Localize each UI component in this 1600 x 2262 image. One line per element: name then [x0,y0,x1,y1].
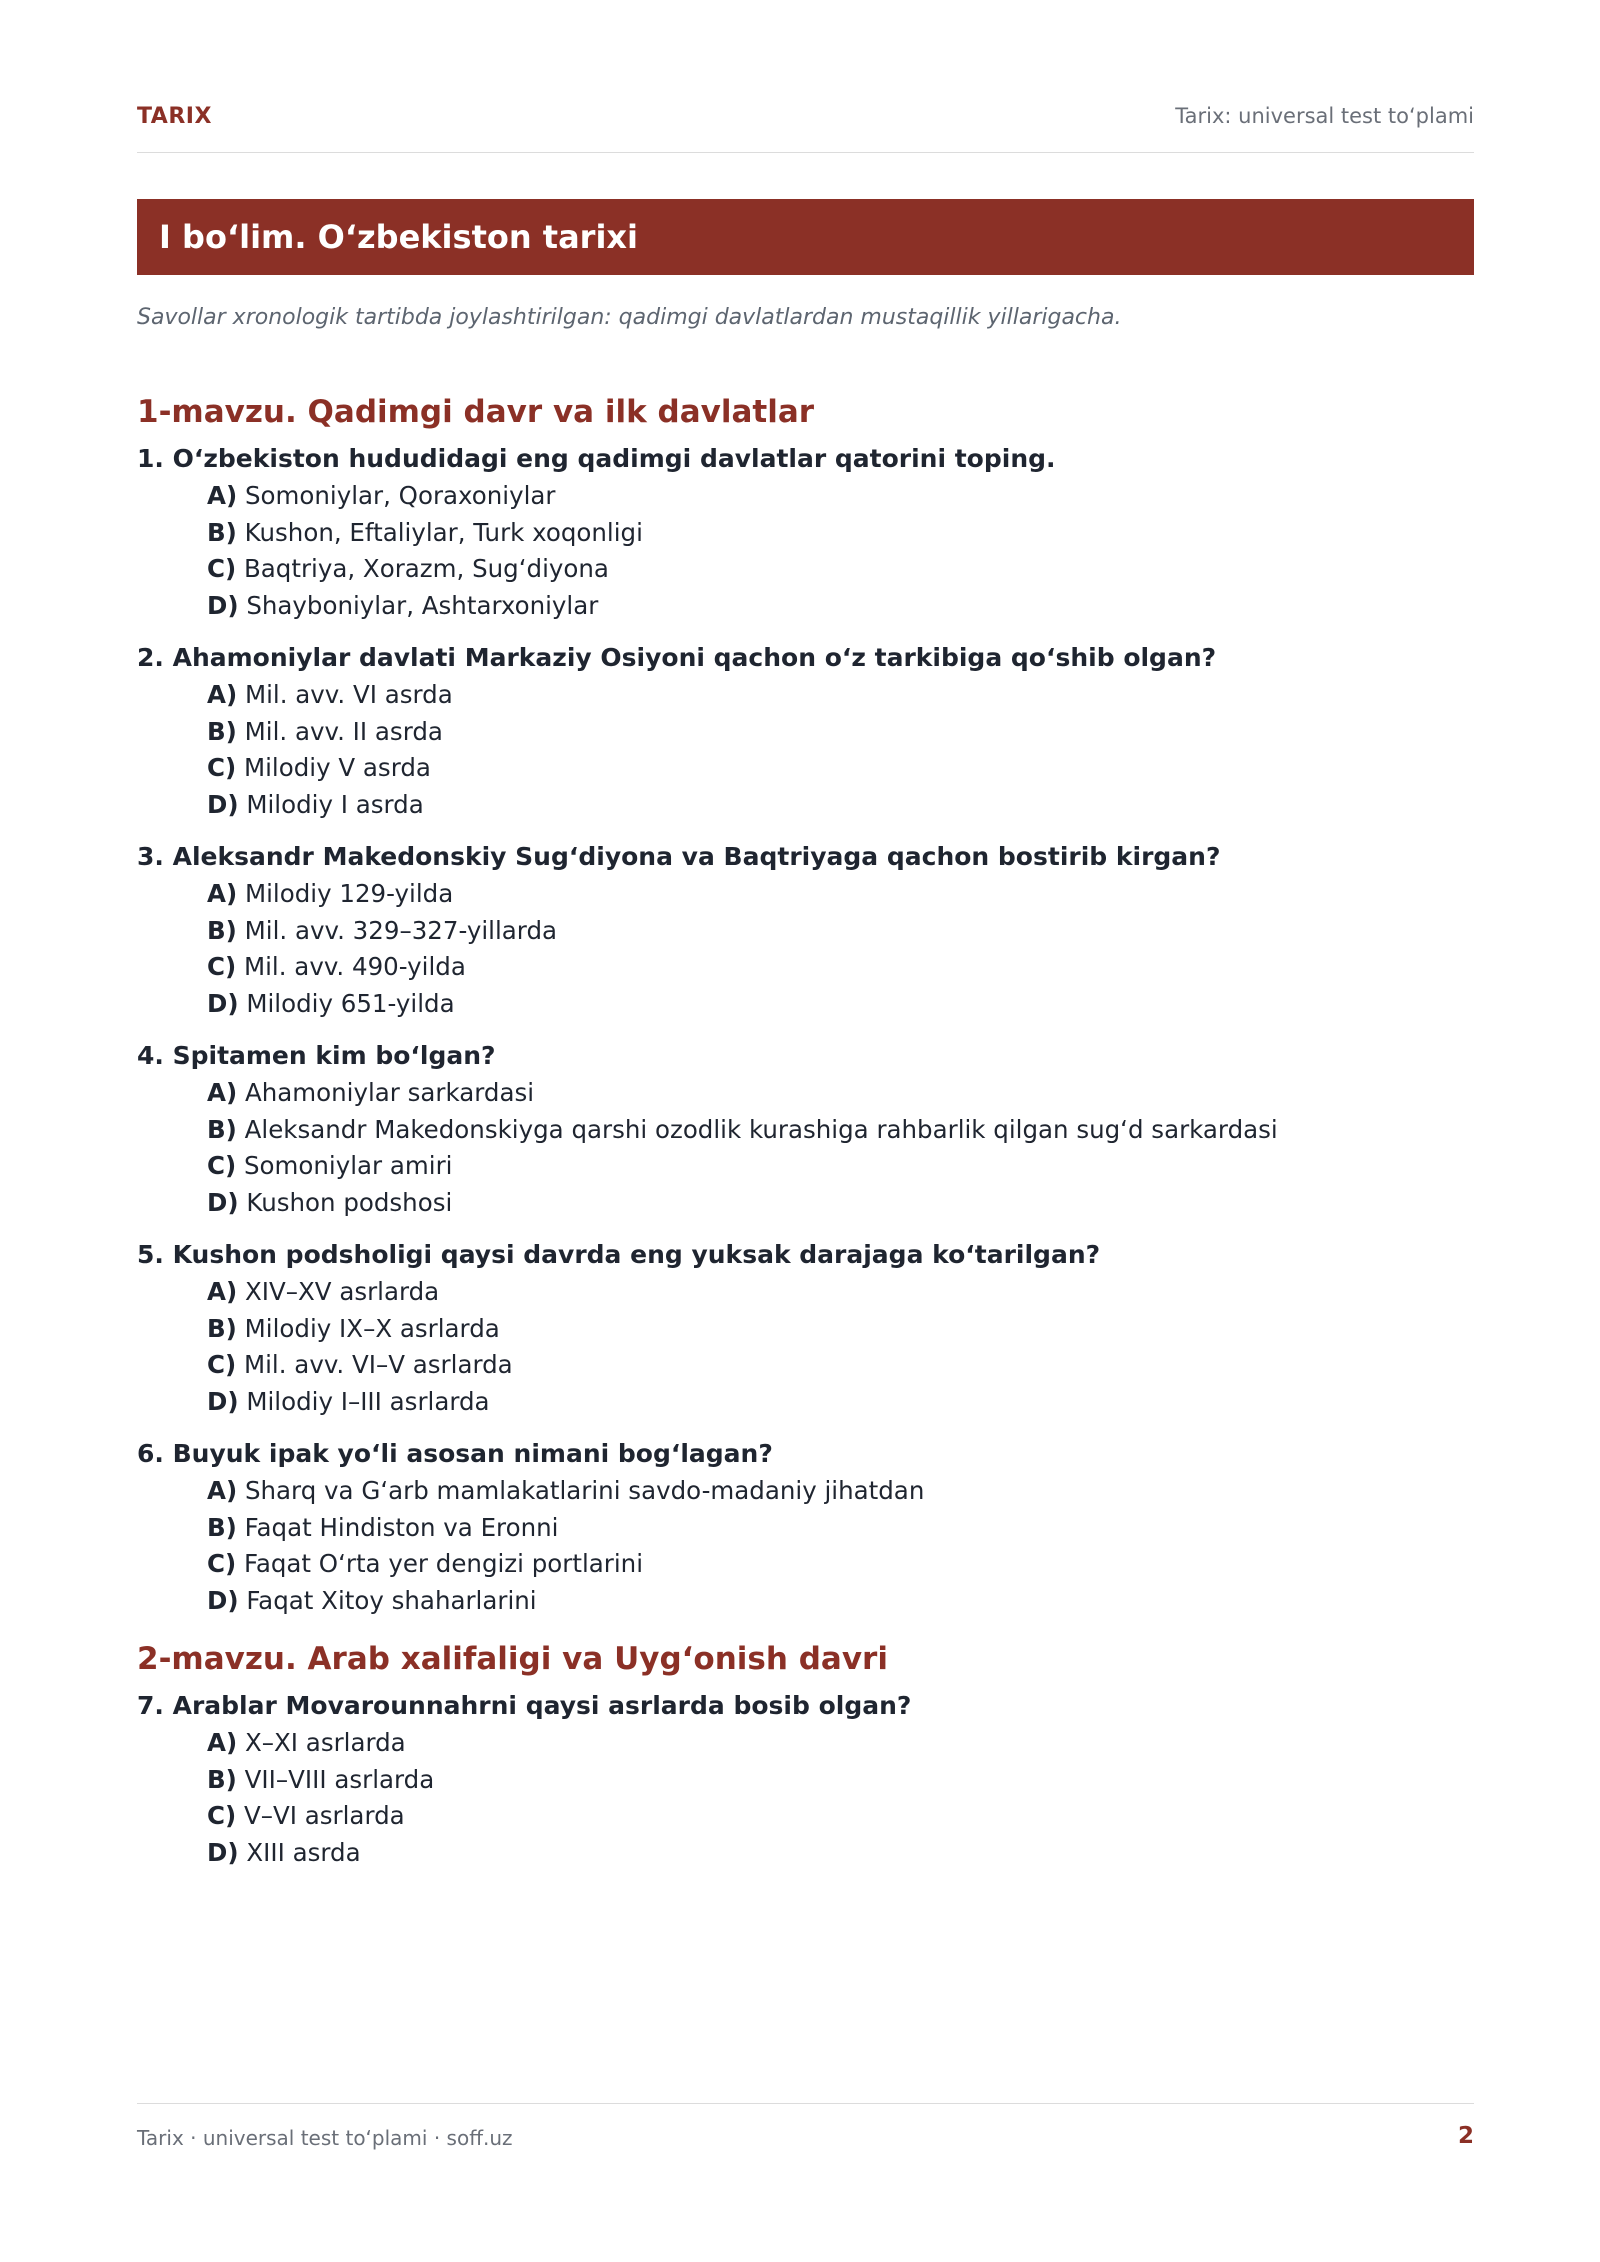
option-text: Faqat Hindiston va Eronni [244,1512,559,1542]
answer-options [137,1274,1474,1420]
option-text: Faqat O‘rta yer dengizi portlarini [243,1549,644,1578]
option-letter: A) [207,879,238,908]
answer-option-a [207,1075,1474,1112]
page-footer [137,2103,1474,2164]
answer-option-b [207,1311,1474,1348]
option-text: Milodiy IX–X asrlarda [244,1313,500,1343]
option-letter: A) [207,1277,238,1306]
answer-options [137,677,1474,823]
option-text: Milodiy I–III asrlarda [246,1386,490,1416]
option-text: Mil. avv. 490-yilda [243,952,466,981]
question-text: 7. Arablar Movarounnahrni qaysi asrlarda bosib olgan? [137,1691,912,1720]
page-number: 2 [1457,2123,1474,2149]
option-text: X–XI asrlarda [244,1728,406,1757]
answer-option-b [207,1510,1474,1547]
answer-option-d [207,1185,1474,1222]
section-banner [137,199,1474,275]
option-text: Milodiy I asrda [246,789,424,819]
answer-option-b [207,1762,1474,1799]
answer-option-d [207,986,1474,1023]
answer-options [137,1075,1474,1221]
header-subject: TARIX [137,104,212,129]
option-letter: C) [207,1350,237,1379]
option-letter: B) [207,1764,237,1794]
option-letter: A) [207,1476,238,1505]
option-letter: B) [207,915,237,945]
page-header [137,104,1474,153]
option-text: VII–VIII asrlarda [244,1764,435,1794]
answer-option-d [207,1835,1474,1872]
option-text: Mil. avv. VI asrda [244,680,453,709]
answer-option-c [207,949,1474,986]
question-text: 6. Buyuk ipak yo‘li asosan nimani bog‘lagan? [137,1439,773,1468]
question-text: 1. O‘zbekiston hududidagi eng qadimgi davlatlar qatorini toping. [137,444,1056,473]
option-letter: B) [207,1114,237,1144]
option-text: Milodiy V asrda [243,753,431,782]
option-letter: D) [207,1837,239,1867]
answer-option-b [207,714,1474,751]
answer-option-d [207,787,1474,824]
option-text: Somoniylar amiri [243,1151,453,1180]
option-letter: B) [207,716,237,746]
option-letter: B) [207,1313,237,1343]
answer-option-b [207,913,1474,950]
option-letter: A) [207,1728,238,1757]
option-letter: D) [207,988,239,1018]
option-text: Milodiy 129-yilda [244,879,454,908]
answer-options [137,478,1474,624]
answer-option-d [207,1384,1474,1421]
answer-option-c [207,1148,1474,1185]
option-letter: C) [207,554,237,583]
option-text: Shayboniylar, Ashtarxoniylar [246,590,599,620]
answer-option-a [207,1274,1474,1311]
answer-option-a [207,677,1474,714]
option-letter: A) [207,1078,238,1107]
option-letter: A) [207,680,238,709]
answer-option-b [207,515,1474,552]
option-letter: C) [207,1151,237,1180]
answer-options [137,876,1474,1022]
question-2 [137,639,1474,823]
option-letter: D) [207,1386,239,1416]
option-text: V–VI asrlarda [243,1801,405,1830]
option-letter: D) [207,1585,239,1615]
option-text: Faqat Xitoy shaharlarini [246,1585,537,1615]
question-7 [137,1687,1474,1871]
question-1 [137,440,1474,624]
answer-options [137,1473,1474,1619]
option-text: Milodiy 651-yilda [246,988,455,1018]
answer-option-c [207,750,1474,787]
question-text: 2. Ahamoniylar davlati Markaziy Osiyoni qachon o‘z tarkibiga qo‘shib olgan? [137,643,1217,672]
topic-title: 1-mavzu. Qadimgi davr va ilk davlatlar [137,394,815,430]
option-text: Aleksandr Makedonskiyga qarshi ozodlik kurashiga rahbarlik qilgan sug‘d sarkardasi [244,1114,1278,1144]
option-letter: A) [207,481,238,510]
option-text: Baqtriya, Xorazm, Sug‘diyona [243,554,609,583]
option-text: Mil. avv. VI–V asrlarda [243,1350,513,1379]
answer-option-a [207,876,1474,913]
question-6 [137,1435,1474,1619]
option-letter: C) [207,952,237,981]
option-letter: C) [207,753,237,782]
option-text: Kushon podshosi [246,1187,453,1217]
answer-option-b [207,1112,1474,1149]
answer-option-c [207,551,1474,588]
answer-option-c [207,1347,1474,1384]
footer-text: Tarix · universal test to‘plami · soff.uz [137,2126,513,2150]
option-letter: D) [207,789,239,819]
option-letter: D) [207,590,239,620]
option-text: Somoniylar, Qoraxoniylar [244,481,556,510]
answer-option-c [207,1546,1474,1583]
option-text: Ahamoniylar sarkardasi [244,1078,535,1107]
question-list [137,386,1474,1871]
topic-1 [137,386,1474,1619]
answer-option-a [207,1725,1474,1762]
answer-option-c [207,1798,1474,1835]
option-text: Sharq va G‘arb mamlakatlarini savdo-madaniy jihatdan [244,1476,925,1505]
topic-title: 2-mavzu. Arab xalifaligi va Uyg‘onish davri [137,1641,888,1677]
answer-option-a [207,478,1474,515]
option-text: XIV–XV asrlarda [244,1277,440,1306]
section-title: I bo‘lim. O‘zbekiston tarixi [159,218,639,256]
question-text: 5. Kushon podsholigi qaysi davrda eng yuksak darajaga ko‘tarilgan? [137,1240,1101,1269]
question-text: 3. Aleksandr Makedonskiy Sug‘diyona va Baqtriyaga qachon bostirib kirgan? [137,842,1221,871]
option-letter: D) [207,1187,239,1217]
answer-option-a [207,1473,1474,1510]
option-letter: C) [207,1549,237,1578]
section-intro: Savollar xronologik tartibda joylashtirilgan: qadimgi davlatlardan mustaqillik yillarigacha. [137,305,1122,330]
answer-option-d [207,1583,1474,1620]
option-letter: B) [207,517,237,547]
option-text: Kushon, Eftaliylar, Turk xoqonligi [244,517,643,547]
question-3 [137,838,1474,1022]
question-4 [137,1037,1474,1221]
option-text: Mil. avv. II asrda [244,716,443,746]
option-text: Mil. avv. 329–327-yillarda [244,915,558,945]
answer-option-d [207,588,1474,625]
question-text: 4. Spitamen kim bo‘lgan? [137,1041,496,1070]
answer-options [137,1725,1474,1871]
header-book-title: Tarix: universal test to‘plami [1175,104,1474,128]
topic-2 [137,1633,1474,1871]
option-text: XIII asrda [246,1837,361,1867]
question-5 [137,1236,1474,1420]
option-letter: C) [207,1801,237,1830]
option-letter: B) [207,1512,237,1542]
